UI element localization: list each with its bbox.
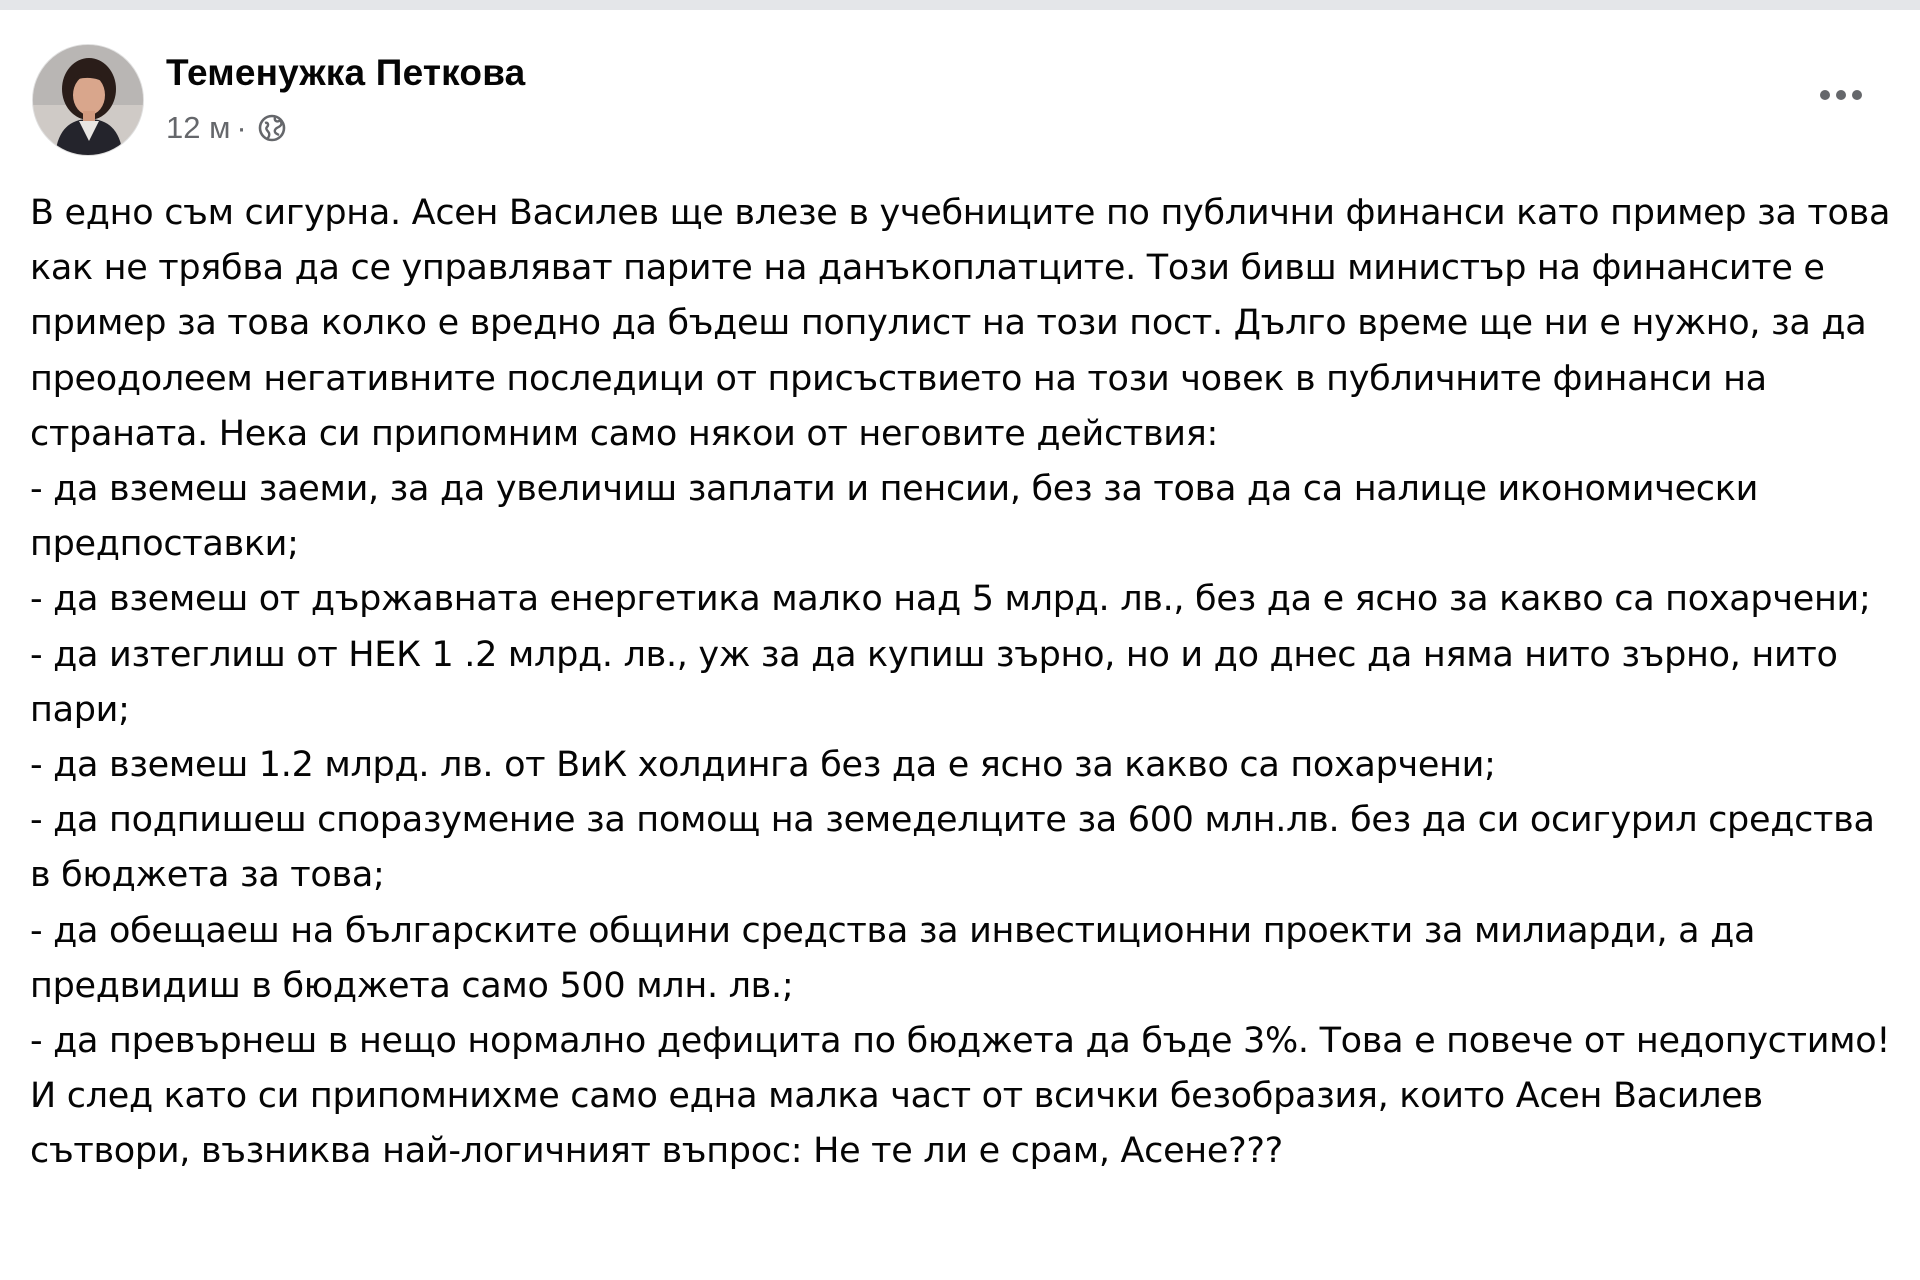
author-avatar[interactable] <box>32 44 144 156</box>
post-text <box>30 186 1898 1180</box>
post-list-item: - да вземеш 1.2 млрд. лв. от ВиК холдинга без да е ясно за какво са похарчени; <box>30 745 1496 786</box>
facebook-post <box>0 10 1920 1280</box>
post-list-item: - да изтеглиш от НЕК 1 .2 млрд. лв., уж за да купиш зърно, но и до днес да няма нито зърно, нито пари; <box>30 634 1838 730</box>
post-header <box>30 44 1890 164</box>
more-options-button[interactable] <box>1806 70 1876 120</box>
post-list-item: - да подпишеш споразумение за помощ на земеделците за 600 млн.лв. без да си осигурил средства в бюджета за това; <box>30 800 1875 896</box>
author-name[interactable]: Теменужка Петкова <box>166 52 526 93</box>
post-paragraph-intro: В едно съм сигурна. Асен Василев ще влезе в учебниците по публични финанси като пример за това как не трябва да се управляват парите на данъкоплатците. Този бивш министър на финансите е пример за това колко е вредно да бъдеш популист на този пост. Дълго време ще ни е нужно, за да преодолеем негативните последици от присъствието на този човек в публичните финанси на страната. Нека си припомним само някои от неговите действия: <box>30 193 1891 454</box>
more-options-icon <box>1819 89 1863 101</box>
post-list-item: - да вземеш от държавната енергетика малко над 5 млрд. лв., без да е ясно за какво са похарчени; <box>30 579 1871 620</box>
post-meta <box>166 108 287 148</box>
post-paragraph-closing: И след като си припомнихме само една малка част от всички безобразия, които Асен Василев сътвори, възниква най-логичният въпрос: Не те ли е срам, Асене??? <box>30 1076 1763 1172</box>
post-list-item: - да вземеш заеми, за да увеличиш заплати и пенсии, без за това да са налице икономически предпоставки; <box>30 469 1759 565</box>
globe-icon[interactable] <box>257 113 287 143</box>
post-timestamp[interactable]: 12 м <box>166 110 231 145</box>
meta-separator: · <box>236 110 247 145</box>
post-list-item: - да превърнеш в нещо нормално дефицита по бюджета да бъде 3%. Това е повече от недопустимо! <box>30 1021 1891 1062</box>
feed-divider <box>0 0 1920 10</box>
avatar-portrait-icon <box>33 45 144 156</box>
post-list-item: - да обещаеш на българските общини средства за инвестиционни проекти за милиарди, а да предвидиш в бюджета само 500 млн. лв.; <box>30 910 1756 1006</box>
